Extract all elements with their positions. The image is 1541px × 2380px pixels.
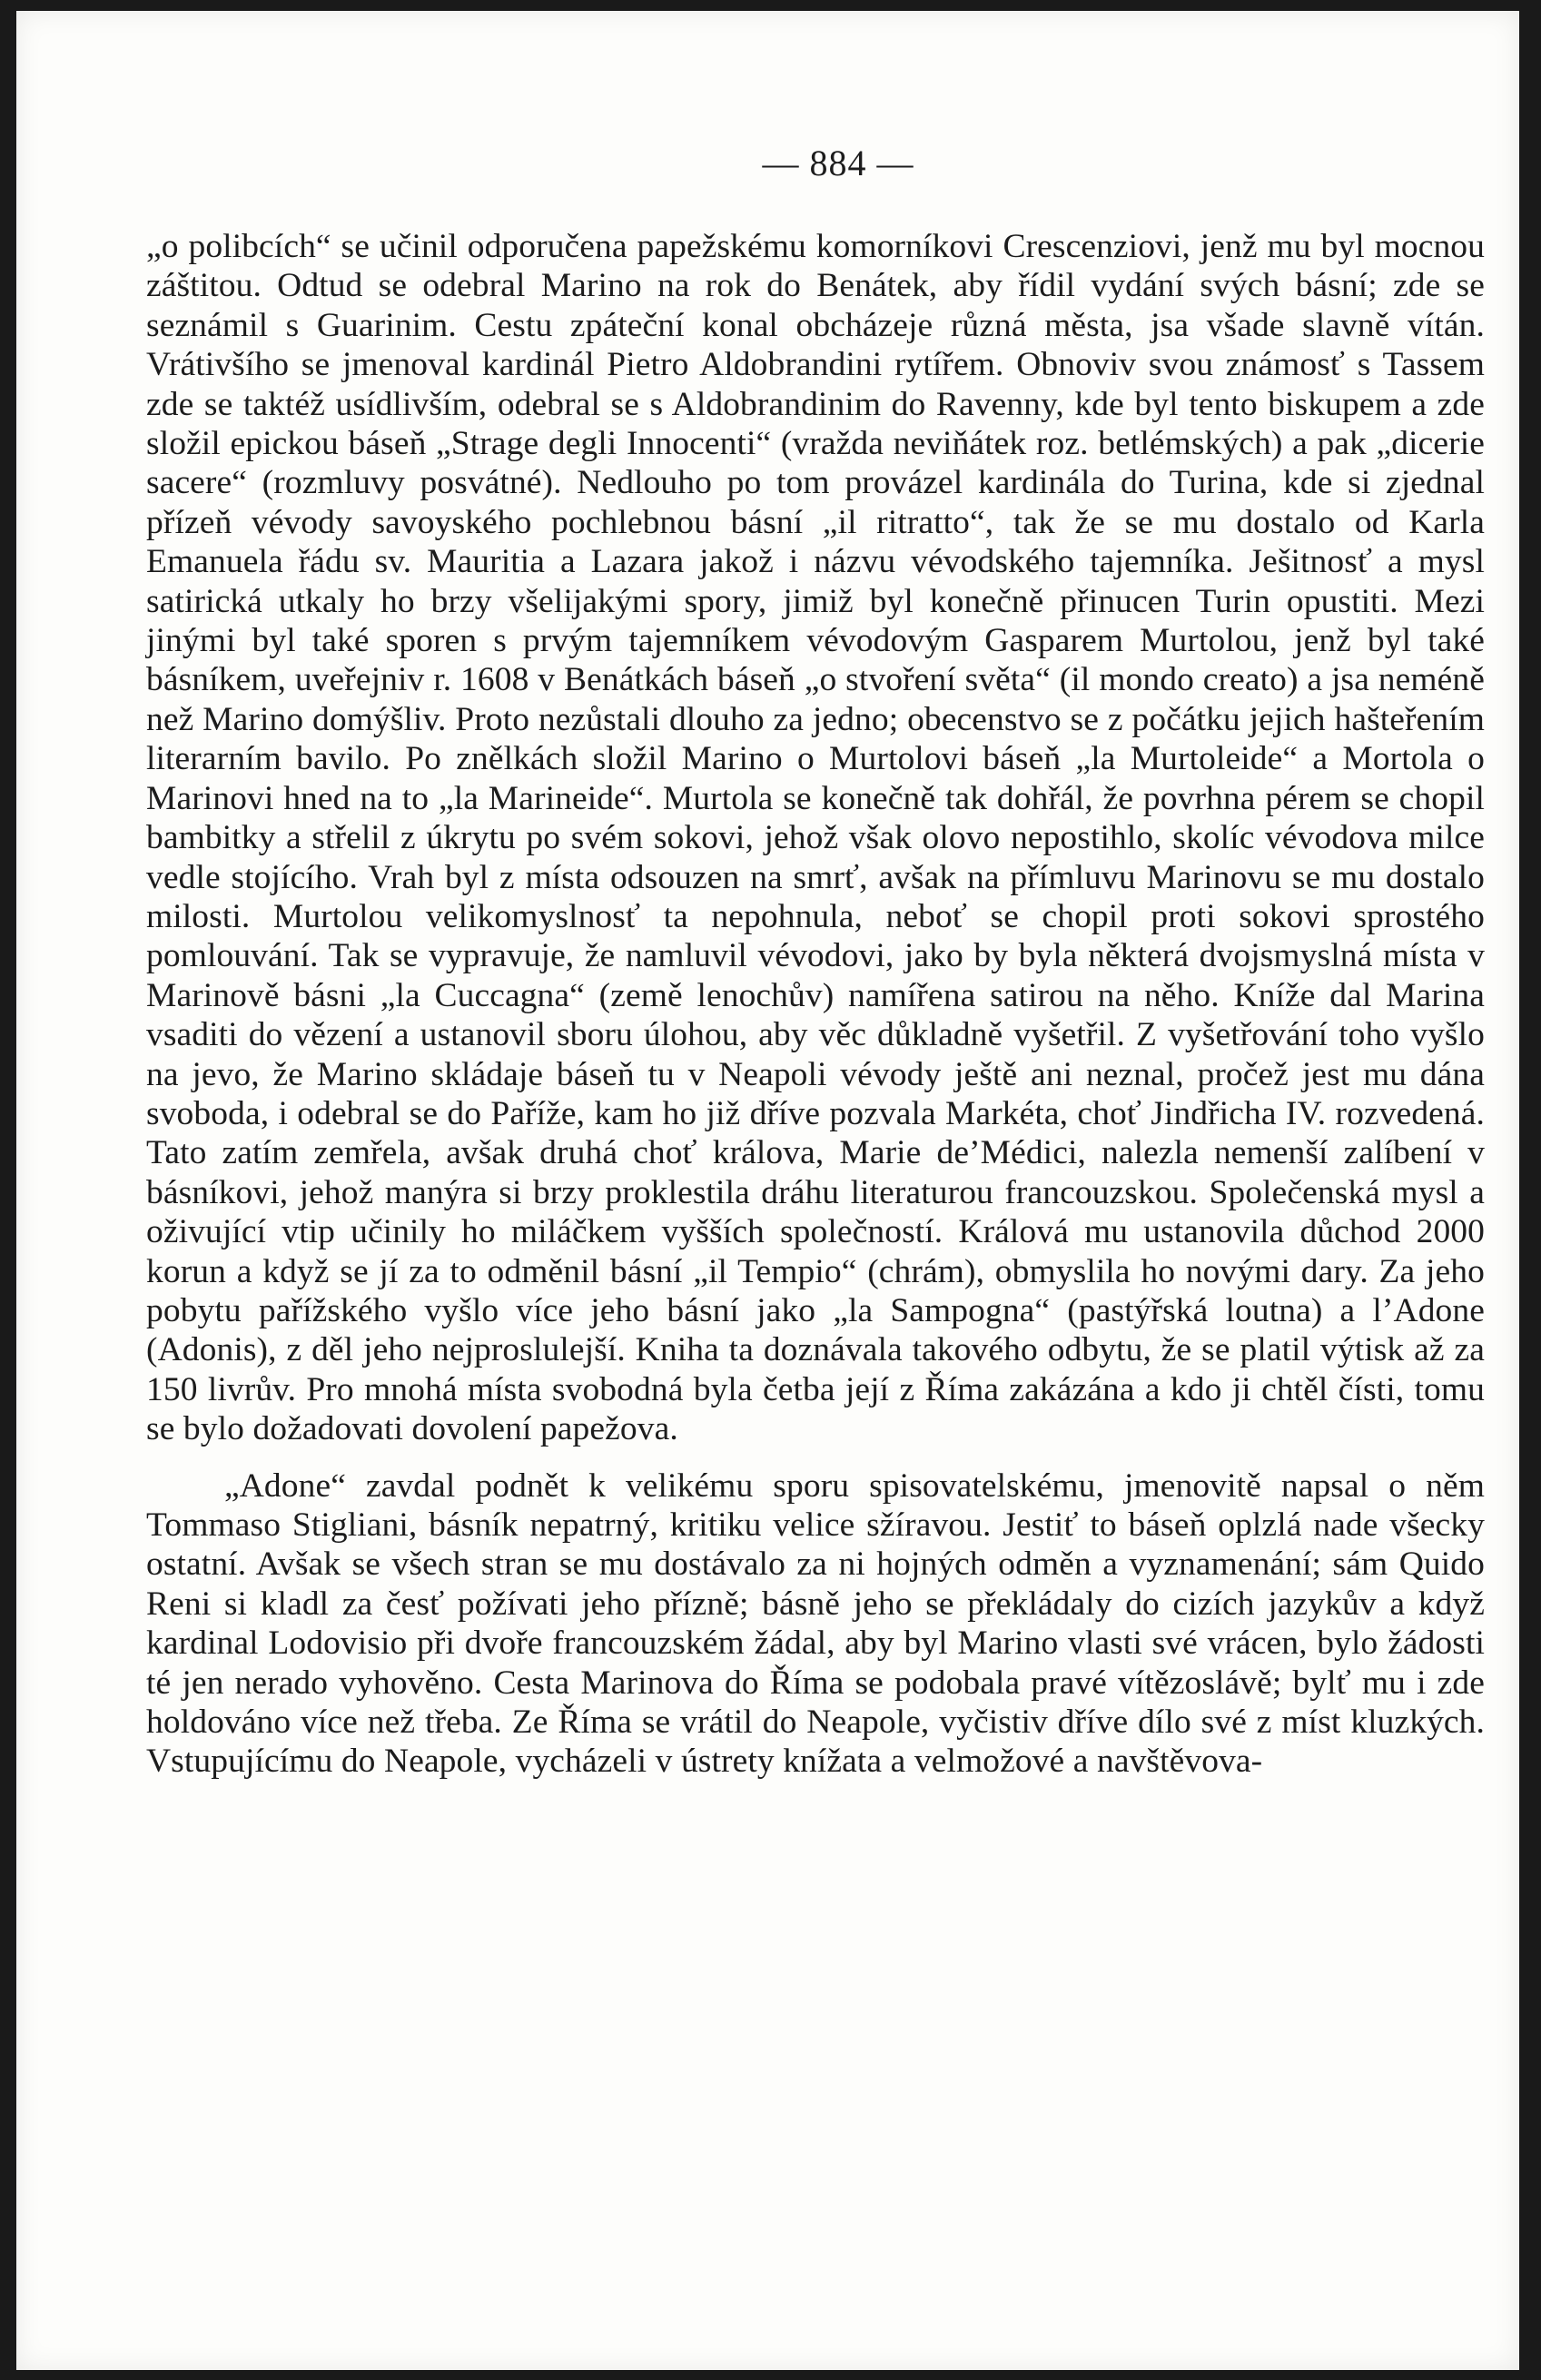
paragraph-1: „o polibcích“ se učinil odporučena papežskému komorníkovi Crescenziovi, jenž mu byl mocnou záštitou. Odtud se odebral Marino na rok do Benátek, aby řídil vydání svých básní; zde se seznámil s Guarinim. Cestu zpáteční konal obcházeje různá města, jsa všade slavně vítán. Vrátivšího se jmenoval kardinál Pietro Aldobrandini rytířem. Obnoviv svou známosť s Tassem zde se taktéž usídlivším, odebral se s Aldobrandinim do Ravenny, kde byl tento biskupem a zde složil epickou báseň „Strage degli Innocenti“ (vražda neviňátek roz. betlémských) a pak „dicerie sacere“ (rozmluvy posvátné). Nedlouho po tom provázel kardinála do Turina, kde si zjednal přízeň vévody savoyského pochlebnou básní „il ritratto“, tak že se mu dostalo od Karla Emanuela řádu sv. Mauritia a Lazara jakož i názvu vévodského tajemníka. Ješitnosť a mysl satirická utkaly ho brzy všelijakými spory, jimiž byl konečně přinucen Turin opustiti. Mezi jinými byl také sporen s prvým tajemníkem vévodovým Gasparem Murtolou, jenž byl také básníkem, uveřejniv r. 1608 v Benátkách báseň „o stvoření světa“ (il mondo creato) a jsa neméně než Marino domýšliv. Proto nezůstali dlouho za jedno; obecenstvo se z počátku jejich hašteřením literarním bavilo. Po znělkách složil Marino o Murtolovi báseň „la Murtoleide“ a Mortola o Marinovi hned na to „la Marineide“. Murtola se konečně tak dohřál, že povrhna pérem se chopil bambitky a střelil z úkrytu po svém sokovi, jehož však olovo nepostihlo, skolíc vévodova milce vedle stojícího. Vrah byl z místa odsouzen na smrť, avšak na přímluvu Marinovu se mu dostalo milosti. Murtolou velikomyslnosť ta nepohnula, neboť se chopil proti sokovi sprostého pomlouvání. Tak se vypravuje, že namluvil vévodovi, jako by byla některá dvojsmyslná místa v Marinově básni „la Cuccagna“ (země lenochův) namířena satirou na něho. Kníže dal Marina vsaditi do vězení a ustanovil sboru úlohou, aby věc důkladně vyšetřil. Z vyšetřování toho vyšlo na jevo, že Marino skládaje báseň tu v Neapoli vévody ještě ani neznal, pročež jest mu dána svoboda, i odebral se do Paříže, kam ho již dříve pozvala Markéta, choť Jindřicha IV. rozvedená. Tato zatím zemřela, avšak druhá choť králova, Marie de’Médici, nalezla nemenší zalíbení v básníkovi, jehož manýra si brzy proklestila dráhu literaturou francouzskou. Společenská mysl a oživující vtip učinily ho miláčkem vyšších společností. Králová mu ustanovila důchod 2000 korun a když se jí za to odměnil básní „il Tempio“ (chrám), obmyslila ho novými dary. Za jeho pobytu pařížského vyšlo více jeho básní jako „la Sampogna“ (pastýřská loutna) a l’Adone (Adonis), z děl jeho nejproslulejší. Kniha ta doznávala takového odbytu, že se platil výtisk až za 150 livrův. Pro mnohá místa svobodná byla četba její z Říma zakázána a kdo ji chtěl čísti, tomu se bylo dožadovati dovolení papežova. — [146, 228, 1485, 1448]
page-content — [146, 136, 1485, 1782]
book-page — [16, 11, 1519, 2370]
page-number: — 884 — — [762, 143, 914, 183]
paragraph-2: „Adone“ zavdal podnět k velikému sporu spisovatelskému, jmenovitě napsal o něm Tommaso Stigliani, básník nepatrný, kritiku velice sžíravou. Jestiť to báseň oplzlá nade všecky ostatní. Avšak se všech stran se mu dostávalo za ni hojných odměn a vyznamenání; sám Quido Reni si kladl za česť požívati jeho přízně; básně jeho se překládaly do cizích jazykův a když kardinal Lodovisio při dvoře francouzském žádal, aby byl Marino vlasti své vrácen, bylo žádosti té jen nerado vyhověno. Cesta Marinova do Říma se podobala pravé vítězoslávě; bylť mu i zde holdováno více než třeba. Ze Říma se vrátil do Neapole, vyčistiv dříve dílo své z míst kluzkých. Vstupujícímu do Neapole, vycházeli v ústrety knížata a velmožové a navštěvova- — [146, 1467, 1485, 1781]
